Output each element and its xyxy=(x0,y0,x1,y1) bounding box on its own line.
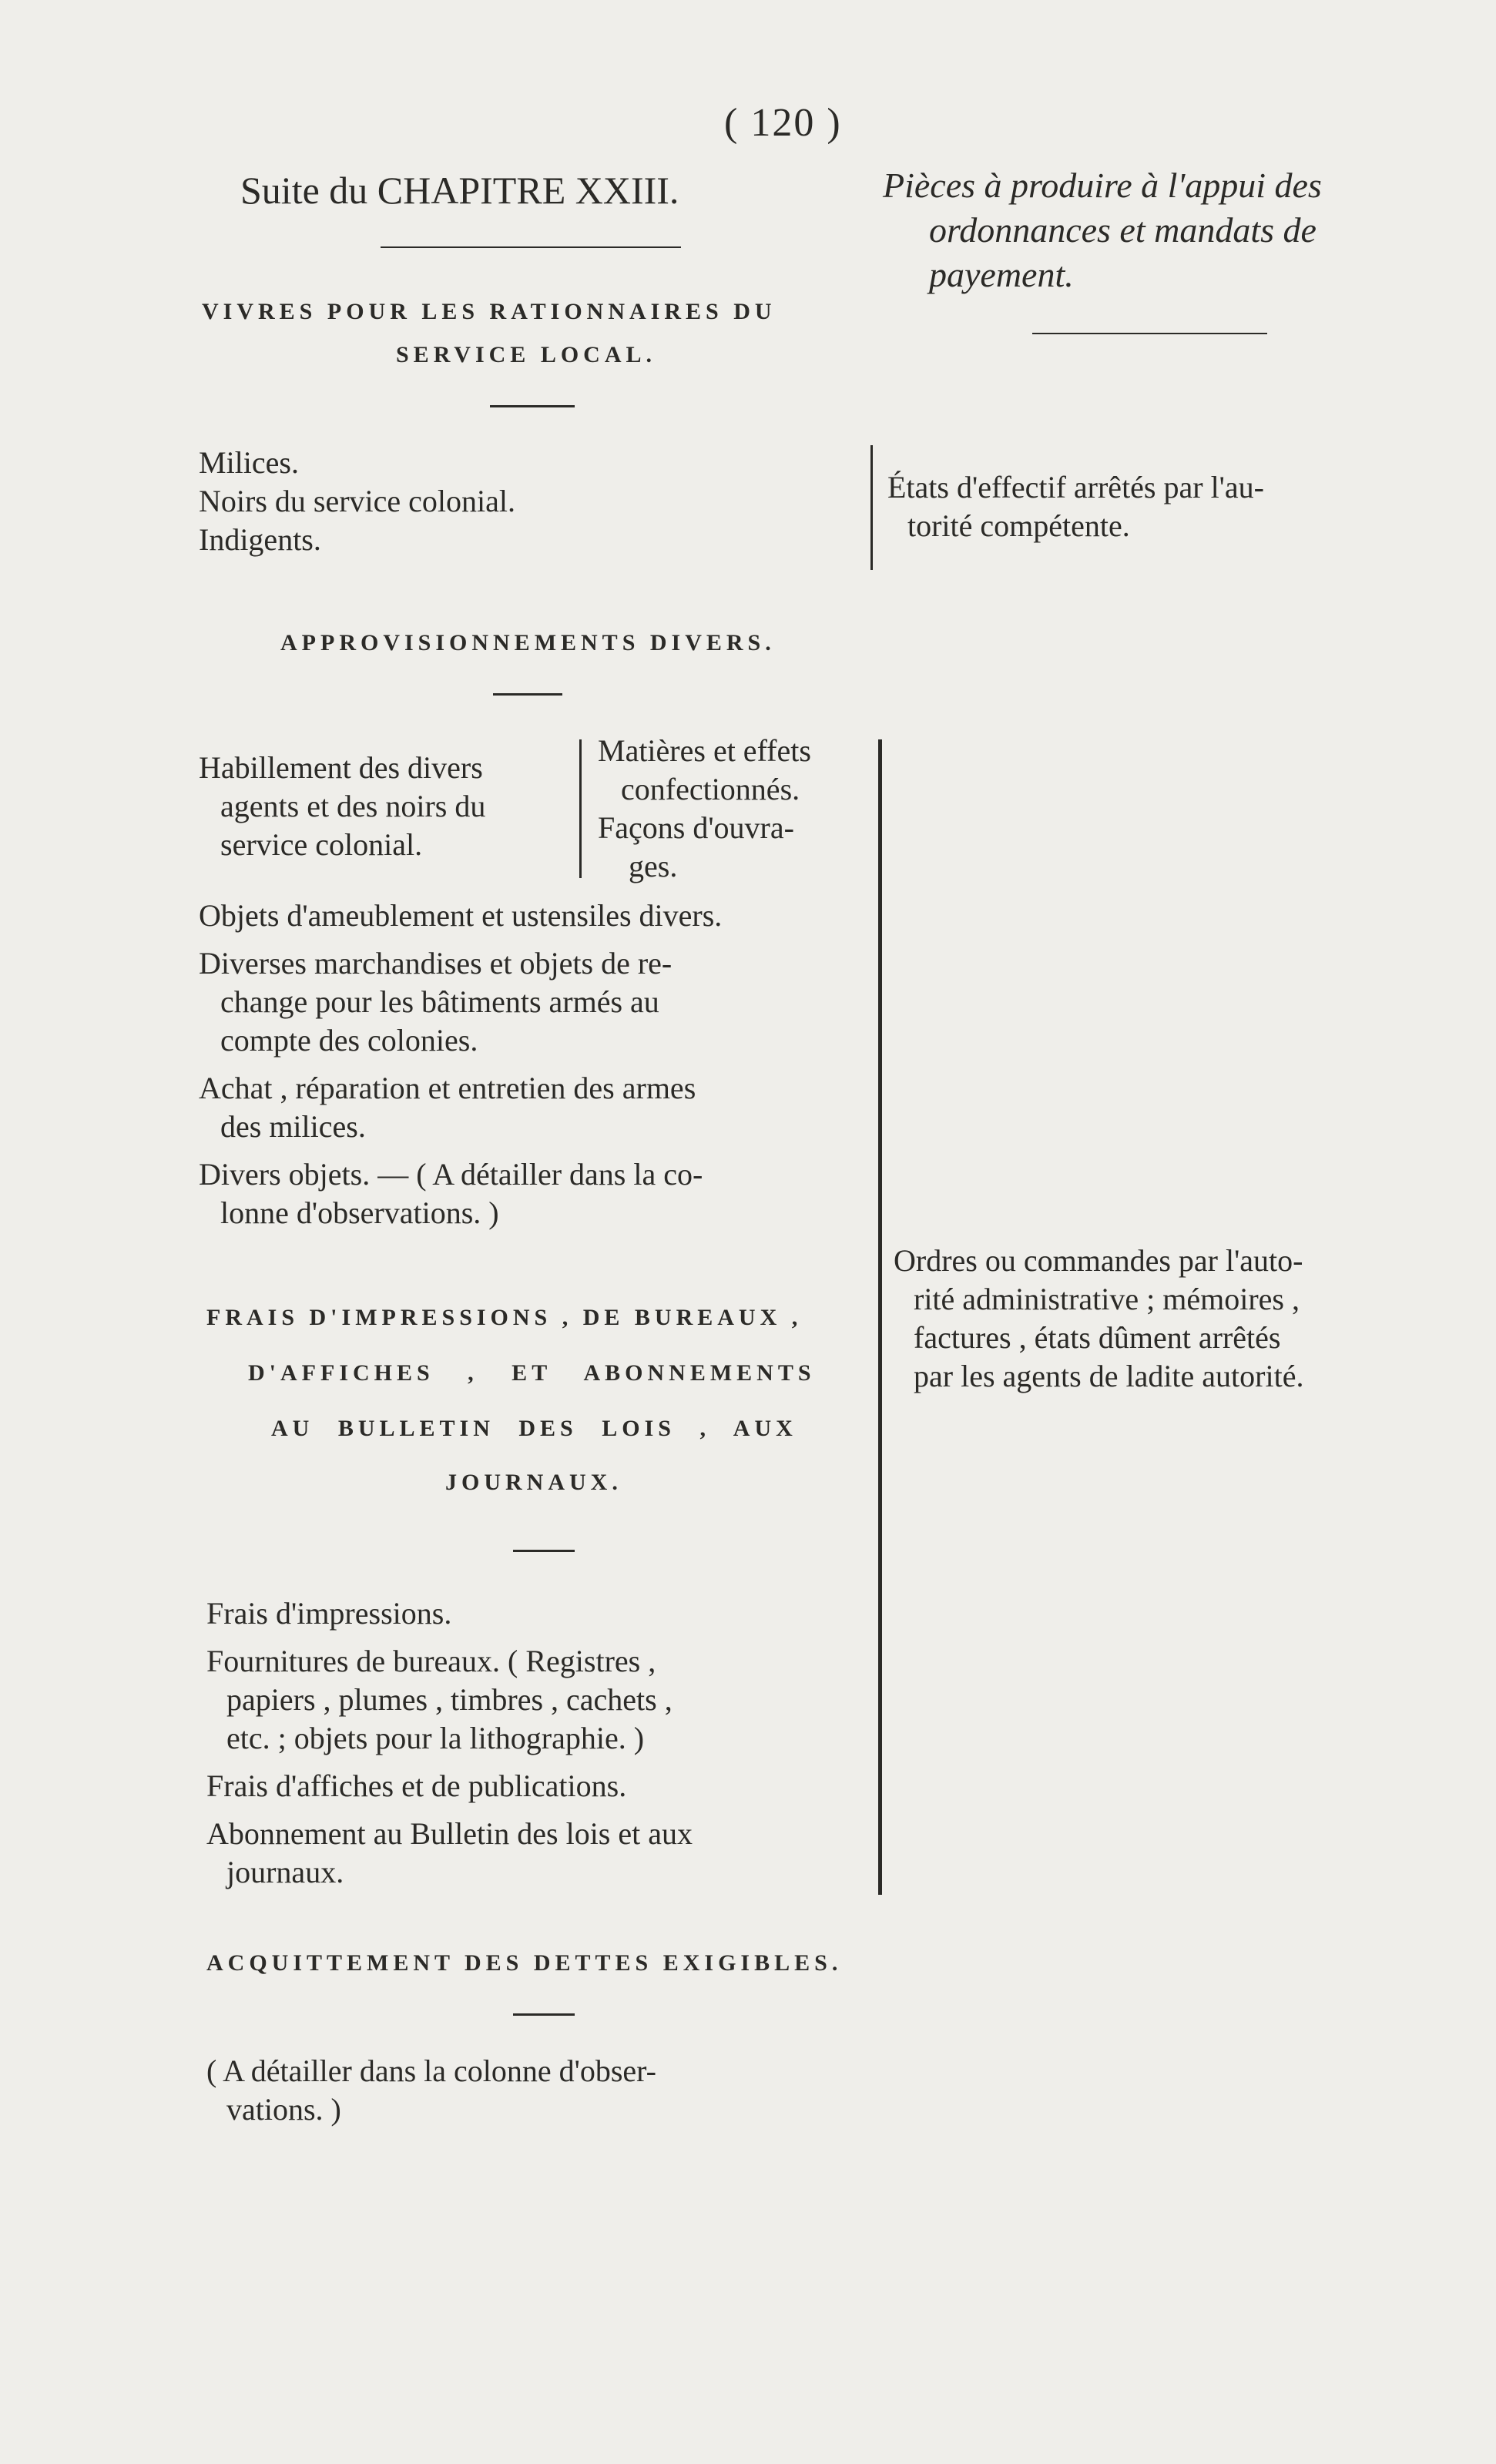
list-item xyxy=(199,1069,877,1146)
vivres-list xyxy=(199,444,515,559)
list-item: Noirs du service colonial. xyxy=(199,484,515,518)
right-header-rule xyxy=(1032,333,1267,334)
section-title-frais-4: JOURNAUX. xyxy=(445,1470,622,1495)
brace-habillement xyxy=(579,739,582,878)
section-title-acquittement: ACQUITTEMENT DES DETTES EXIGIBLES. xyxy=(206,1950,843,1976)
text-line: ges. xyxy=(629,849,678,883)
text-line: rité administrative ; mémoires , xyxy=(914,1282,1300,1316)
text-line: États d'effectif arrêtés par l'au- xyxy=(887,470,1264,505)
text-line: vations. ) xyxy=(226,2092,341,2127)
text-line: Ordres ou commandes par l'auto- xyxy=(894,1243,1303,1278)
section-title-approvisionnements: APPROVISIONNEMENTS DIVERS. xyxy=(280,630,776,655)
section-rule xyxy=(513,1550,575,1552)
text-line: Abonnement au Bulletin des lois et aux xyxy=(206,1816,693,1851)
list-item xyxy=(199,897,877,935)
right-header-line-2: ordonnances et mandats de xyxy=(929,210,1317,250)
text-line: Façons d'ouvra- xyxy=(598,810,794,845)
section-rule xyxy=(493,693,562,696)
text-line: journaux. xyxy=(226,1855,344,1889)
list-item xyxy=(199,1155,877,1232)
section-rule xyxy=(513,2013,575,2016)
text-line: des milices. xyxy=(220,1109,366,1144)
list-item xyxy=(206,1642,884,1758)
section-title-frais-3: AU BULLETIN DES LOIS , AUX xyxy=(271,1416,797,1441)
list-item xyxy=(206,1815,884,1892)
section-title-vivres-2: SERVICE LOCAL. xyxy=(396,342,657,367)
list-item xyxy=(199,944,877,1060)
section-title-frais-1: FRAIS D'IMPRESSIONS , DE BUREAUX , xyxy=(206,1305,803,1330)
brace-vivres xyxy=(870,445,873,570)
text-line: service colonial. xyxy=(220,827,423,862)
text-line: torité compétente. xyxy=(907,508,1130,543)
habillement-sub xyxy=(598,732,811,886)
text-line: lonne d'observations. ) xyxy=(220,1195,499,1230)
acquittement-text xyxy=(206,2052,884,2129)
text-line: compte des colonies. xyxy=(220,1023,478,1058)
text-line: change pour les bâtiments armés au xyxy=(220,984,659,1019)
vivres-right-text xyxy=(887,468,1442,545)
text-line: Frais d'impressions. xyxy=(206,1596,452,1631)
chapter-header: Suite du CHAPITRE XXIII. xyxy=(240,169,679,212)
frais-right-text xyxy=(894,1242,1448,1396)
page-number: ( 120 ) xyxy=(724,101,842,145)
text-line: Diverses marchandises et objets de re- xyxy=(199,946,673,981)
text-line: Objets d'ameublement et ustensiles divers. xyxy=(199,898,723,933)
text-line: etc. ; objets pour la lithographie. ) xyxy=(226,1721,645,1755)
right-header-line-1: Pièces à produire à l'appui des xyxy=(883,166,1322,205)
section-title-frais-2: D'AFFICHES , ET ABONNEMENTS xyxy=(248,1360,816,1386)
list-item xyxy=(206,1767,884,1805)
text-line: confectionnés. xyxy=(621,772,800,806)
chapter-rule xyxy=(381,246,681,248)
frais-items xyxy=(206,1594,884,1892)
text-line: papiers , plumes , timbres , cachets , xyxy=(226,1682,673,1717)
right-header-line-3: payement. xyxy=(929,255,1074,294)
right-column-header xyxy=(883,163,1422,297)
section-title-vivres-1: VIVRES POUR LES RATIONNAIRES DU xyxy=(202,299,777,324)
text-line: Divers objets. — ( A détailler dans la co- xyxy=(199,1157,703,1192)
approvisionnements-items xyxy=(199,897,877,1232)
text-line: Frais d'affiches et de publications. xyxy=(206,1768,627,1803)
text-line: ( A détailler dans la colonne d'obser- xyxy=(206,2053,657,2088)
section-rule xyxy=(490,405,575,407)
list-item: Indigents. xyxy=(199,522,321,557)
text-line: agents et des noirs du xyxy=(220,789,486,823)
text-line: Achat , réparation et entretien des armes xyxy=(199,1071,696,1105)
text-line: factures , états dûment arrêtés xyxy=(914,1320,1281,1355)
list-item xyxy=(206,1594,884,1633)
habillement-text xyxy=(199,749,485,864)
text-line: par les agents de ladite autorité. xyxy=(914,1359,1304,1393)
text-line: Habillement des divers xyxy=(199,750,483,785)
list-item: Milices. xyxy=(199,445,299,480)
text-line: Matières et effets xyxy=(598,733,811,768)
text-line: Fournitures de bureaux. ( Registres , xyxy=(206,1644,656,1678)
